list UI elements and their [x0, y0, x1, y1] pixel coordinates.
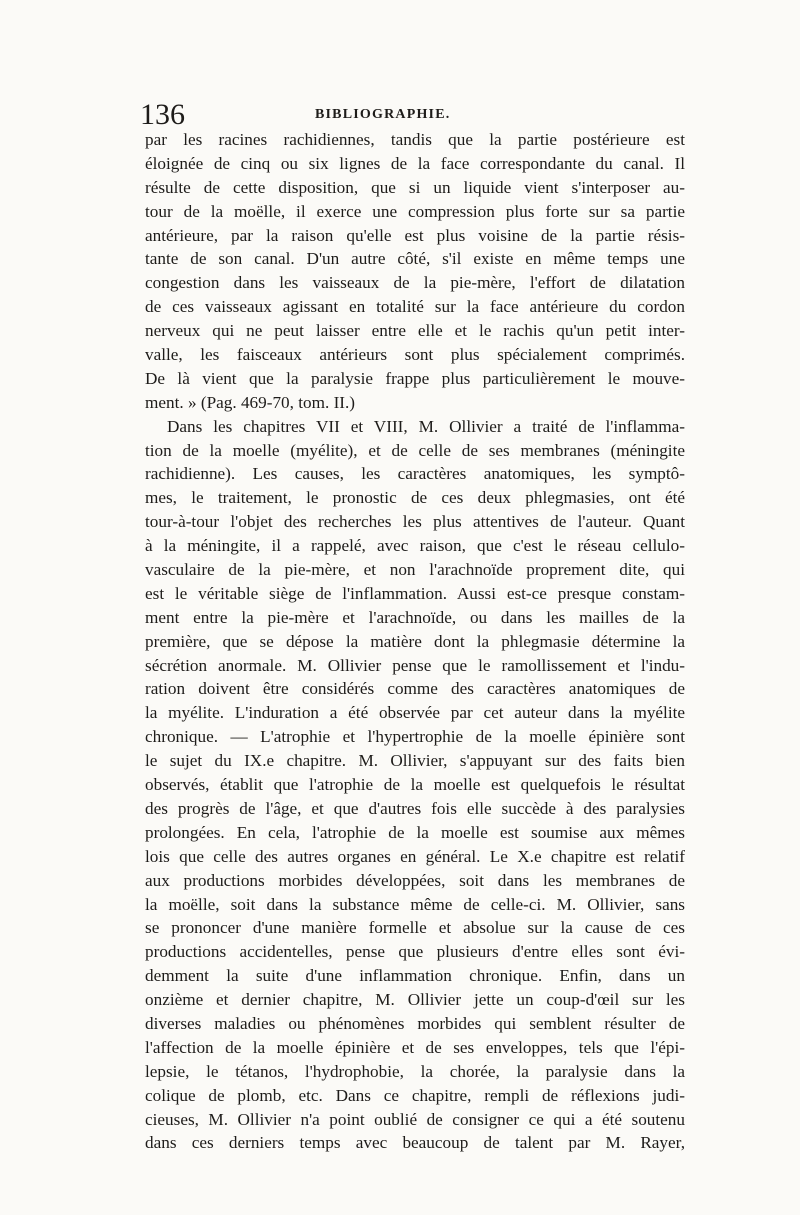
text-line-paragraph-end: ment. » (Pag. 469-70, tom. II.): [145, 392, 356, 412]
text-line: onzième et dernier chapitre, M. Ollivier jette un coup-d'œil sur les: [145, 990, 685, 1010]
text-line: lepsie, le tétanos, l'hydrophobie, la chorée, la paralysie dans la: [145, 1061, 685, 1081]
text-line: lois que celle des autres organes en général. Le X.e chapitre est relatif: [145, 846, 685, 866]
text-line: l'affection de la moelle épinière et de ses enveloppes, tels que l'épi-: [145, 1037, 685, 1057]
text-line: cieuses, M. Ollivier n'a point oublié de consigner ce qui a été soutenu: [145, 1109, 685, 1129]
text-line: congestion dans les vaisseaux de la pie-mère, l'effort de dilatation: [145, 273, 685, 293]
text-line: chronique. — L'atrophie et l'hypertrophie de la moelle épinière sont: [145, 727, 685, 747]
text-line: observés, établit que l'atrophie de la moelle est quelquefois le résultat: [145, 775, 685, 795]
text-line: par les racines rachidiennes, tandis que la partie postérieure est: [145, 130, 685, 149]
text-line: vasculaire de la pie-mère, et non l'arachnoïde proprement dite, qui: [145, 560, 685, 580]
text-line: le sujet du IX.e chapitre. M. Ollivier, s'appuyant sur des faits bien: [145, 751, 685, 771]
text-line: aux productions morbides développées, soit dans les membranes de: [145, 870, 685, 890]
text-line: sécrétion anormale. M. Ollivier pense que le ramollissement et l'indu-: [145, 655, 685, 675]
text-line: ration doivent être considérés comme des caractères anatomiques de: [145, 679, 685, 699]
text-line: se prononcer d'une manière formelle et absolue sur la cause de ces: [145, 918, 685, 938]
text-line: ment entre la pie-mère et l'arachnoïde, ou dans les mailles de la: [145, 607, 685, 627]
body-text: [145, 128, 685, 1155]
text-line: diverses maladies ou phénomènes morbides qui semblent résulter de: [145, 1013, 685, 1033]
text-line: tion de la moelle (myélite), et de celle de ses membranes (méningite: [145, 440, 685, 460]
text-line-paragraph-start: Dans les chapitres VII et VIII, M. Ollivier a traité de l'inflamma-: [167, 416, 685, 436]
text-line: la moëlle, soit dans la substance même de celle-ci. M. Ollivier, sans: [145, 894, 685, 914]
text-line: à la méningite, il a rappelé, avec raison, que c'est le réseau cellulo-: [145, 536, 685, 556]
text-line: éloignée de cinq ou six lignes de la face correspondante du canal. Il: [145, 153, 685, 173]
text-line: productions accidentelles, pense que plusieurs d'entre elles sont évi-: [145, 942, 685, 962]
running-head: [140, 98, 680, 132]
text-line: première, que se dépose la matière dont la phlegmasie détermine la: [145, 631, 685, 651]
text-line: rachidienne). Les causes, les caractères anatomiques, les symptô-: [145, 464, 685, 484]
text-line: la myélite. L'induration a été observée par cet auteur dans la myélite: [145, 703, 685, 723]
text-line: valle, les faisceaux antérieurs sont plus spécialement comprimés.: [145, 345, 685, 365]
text-line: antérieure, par la raison qu'elle est plus voisine de la partie résis-: [145, 225, 685, 245]
text-line: tour-à-tour l'objet des recherches les plus attentives de l'auteur. Quant: [145, 512, 685, 532]
text-line: mes, le traitement, le pronostic de ces deux phlegmasies, ont été: [145, 488, 685, 508]
text-line: De là vient que la paralysie frappe plus particulièrement le mouve-: [145, 368, 685, 388]
text-line: demment la suite d'une inflammation chronique. Enfin, dans un: [145, 966, 685, 986]
running-title: BIBLIOGRAPHIE.: [315, 107, 451, 122]
text-line: tour de la moëlle, il exerce une compression plus forte sur sa partie: [145, 201, 685, 221]
text-line: est le véritable siège de l'inflammation. Aussi est-ce presque constam-: [145, 583, 685, 603]
text-line: prolongées. En cela, l'atrophie de la moelle est soumise aux mêmes: [145, 822, 685, 842]
text-line: résulte de cette disposition, que si un liquide vient s'interposer au-: [145, 177, 685, 197]
text-line: nerveux qui ne peut laisser entre elle et le rachis qu'un petit inter-: [145, 321, 685, 341]
text-line: dans ces derniers temps avec beaucoup de talent par M. Rayer,: [145, 1133, 685, 1153]
text-line: des progrès de l'âge, et que d'autres fois elle succède à des paralysies: [145, 798, 685, 818]
text-line: de ces vaisseaux agissant en totalité sur la face antérieure du cordon: [145, 297, 685, 317]
text-line: tante de son canal. D'un autre côté, s'il existe en même temps une: [145, 249, 685, 269]
page-number: 136: [140, 98, 185, 131]
text-line: colique de plomb, etc. Dans ce chapitre, rempli de réflexions judi-: [145, 1085, 685, 1105]
